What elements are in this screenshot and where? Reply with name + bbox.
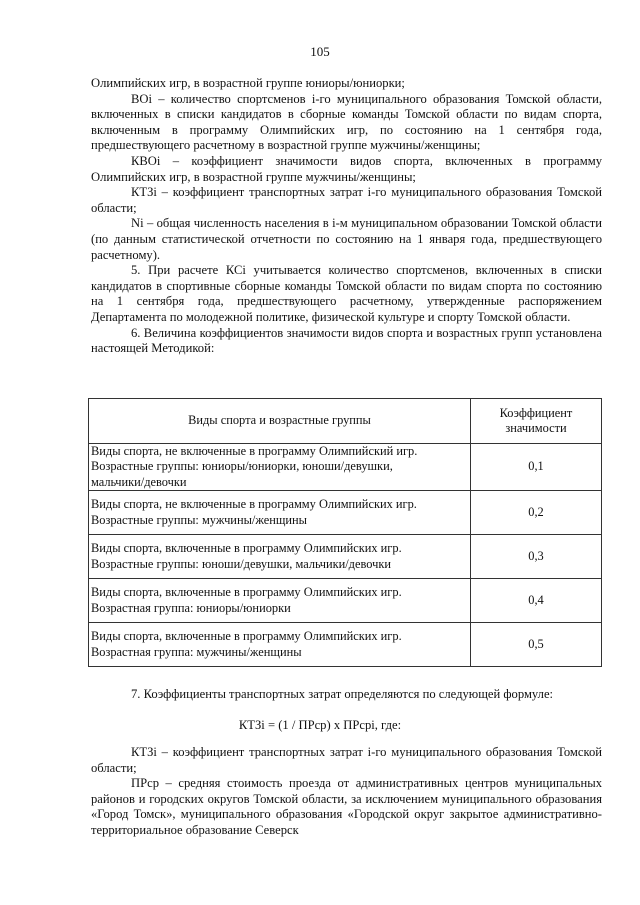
text-block-top: [91, 76, 602, 357]
cell-line: Возрастные группы: юноши/девушки, мальчики/девочки: [91, 556, 391, 571]
table-cell-value: 0,4: [471, 579, 602, 623]
paragraph: КТЗi – коэффициент транспортных затрат i-го муниципального образования Томской области;: [91, 745, 602, 775]
table-row: [89, 491, 602, 535]
formula-intro: 7. Коэффициенты транспортных затрат определяются по следующей формуле:: [131, 687, 554, 701]
paragraph: ВОi – количество спортсменов i-го муниципального образования Томской области, включенных в списки кандидатов в сборные команды Томской области по видам спорта, включенным в программу Олимпийских игр, по состоянию на 1 сентября года, предшествующего расчетному в возрастной группе мужчины/женщины;: [91, 91, 602, 153]
cell-line: Возрастная группа: мужчины/женщины: [91, 644, 302, 659]
table-cell-group: [89, 535, 471, 579]
table-row: [89, 623, 602, 667]
table-row: [89, 535, 602, 579]
cell-line: Виды спорта, включенные в программу Олимпийских игр.: [91, 629, 402, 644]
formula: КТЗi = (1 / ПРср) х ПРсрi, где:: [238, 718, 402, 732]
table-cell-group: [89, 579, 471, 623]
table-header-cell: Виды спорта и возрастные группы: [89, 399, 471, 444]
table-cell-value: 0,2: [471, 491, 602, 535]
table-cell-value: 0,3: [471, 535, 602, 579]
cell-line: Виды спорта, не включенные в программу Олимпийских игр.: [91, 497, 417, 512]
cell-line: Виды спорта, не включенные в программу Олимпийский игр.: [91, 444, 418, 458]
table-header-cell: Коэффициент значимости: [471, 399, 602, 444]
table-row: [89, 444, 602, 491]
paragraph: КТЗi – коэффициент транспортных затрат i-го муниципального образования Томской области;: [91, 185, 602, 215]
paragraph: 6. Величина коэффициентов значимости видов спорта и возрастных групп установлена настоящей Методикой:: [91, 325, 602, 356]
table-header-row: [89, 399, 602, 444]
paragraph: ПРср – средняя стоимость проезда от административных центров муниципальных районов и городских округов Томской области, за исключением муниципального образования «Город Томск», муниципального образования «Городской округ закрытое административно-территориальное образование Северск: [91, 776, 602, 837]
table-cell-group: [89, 491, 471, 535]
cell-line: Возрастные группы: юниоры/юниорки, юноши/девушки,: [91, 459, 393, 474]
text-block-bottom: [91, 745, 602, 839]
table-cell-group: [89, 444, 471, 491]
coefficients-table: [88, 398, 602, 667]
cell-line: Виды спорта, включенные в программу Олимпийских игр.: [91, 585, 402, 600]
paragraph: 5. При расчете КСi учитывается количество спортсменов, включенных в списки кандидатов в спортивные сборные команды Томской области по видам спорта по состоянию на 1 сентября года, предшествующего расчетному, утвержденные распоряжением Департамента по молодежной политике, физической культуре и спорту Томской области.: [91, 263, 602, 324]
cell-line: Виды спорта, включенные в программу Олимпийских игр.: [91, 541, 402, 556]
paragraph: Ni – общая численность населения в i-м муниципальном образовании Томской области (по данным статистической отчетности по состоянию на 1 января года, предшествующего расчетному).: [91, 216, 602, 262]
cell-line: Возрастные группы: мужчины/женщины: [91, 512, 307, 527]
paragraph: КВОi – коэффициент значимости видов спорта, включенных в программу Олимпийских игр, в возрастной группе мужчины/женщины;: [91, 153, 602, 184]
cell-line: Возрастная группа: юниоры/юниорки: [91, 600, 291, 615]
page-number: 105: [310, 44, 330, 59]
paragraph: Олимпийских игр, в возрастной группе юниоры/юниорки;: [91, 76, 405, 90]
table-cell-value: 0,5: [471, 623, 602, 667]
table-cell-value: 0,1: [471, 444, 602, 491]
table-row: [89, 579, 602, 623]
table-cell-group: [89, 623, 471, 667]
cell-line: мальчики/девочки: [91, 474, 187, 489]
